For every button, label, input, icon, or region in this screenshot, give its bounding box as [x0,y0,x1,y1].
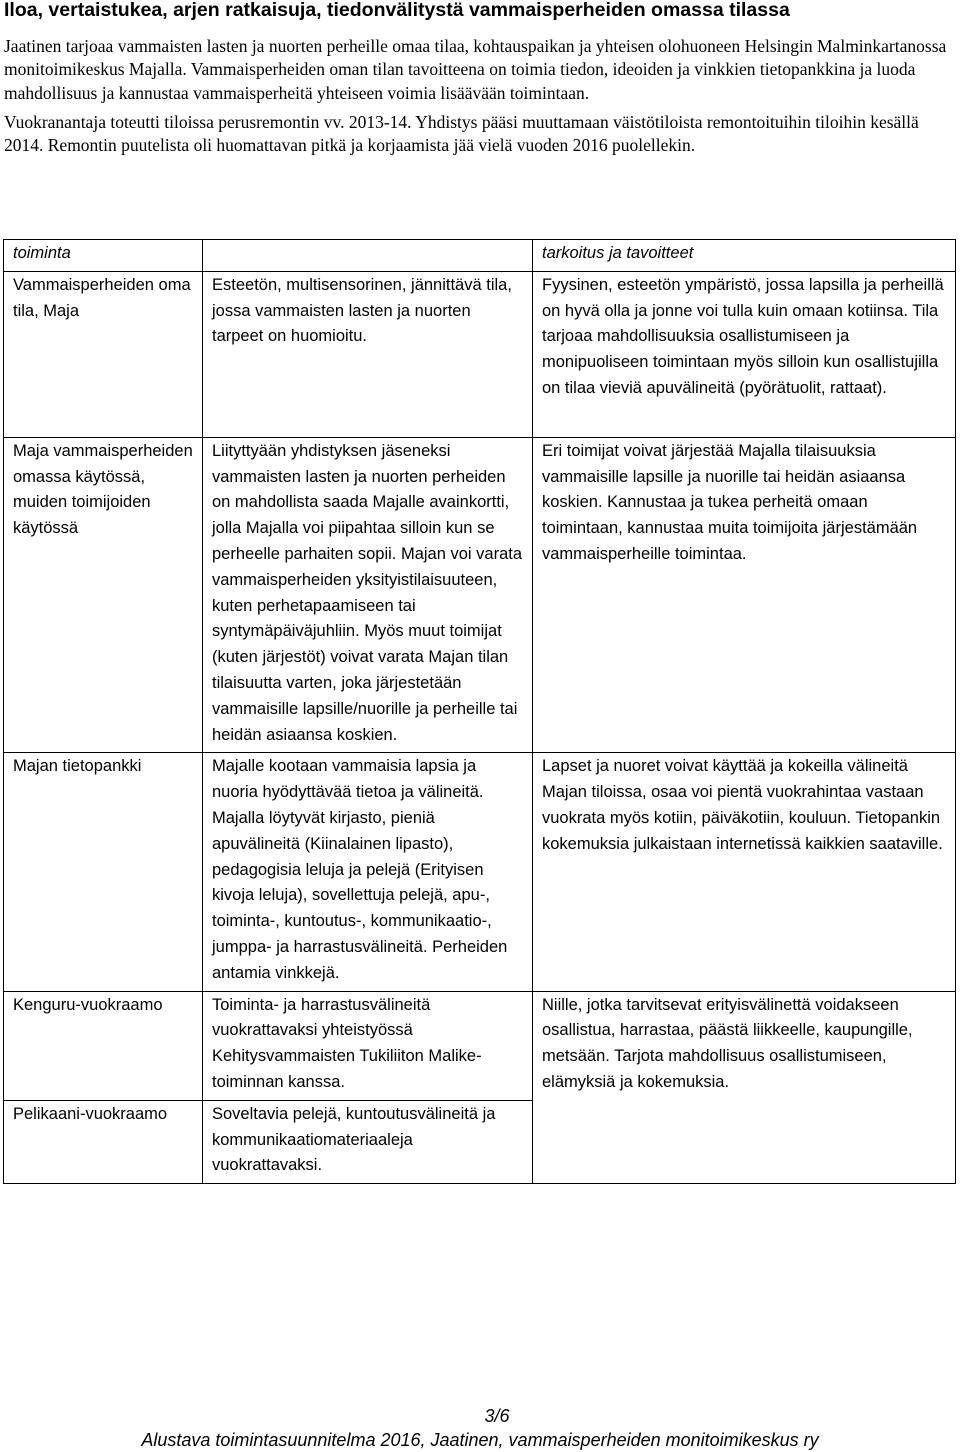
intro-text [4,35,958,157]
footer-text: Alustava toimintasuunnitelma 2016, Jaatinen, vammaisperheiden monitoimikeskus ry [141,1430,819,1450]
table-row [4,753,956,991]
activity-cell: Kenguru-vuokraamo [4,991,203,1100]
activities-table [3,239,956,1184]
section-heading: Iloa, vertaistukea, arjen ratkaisuja, tiedonvälitystä vammaisperheiden omassa tilassa [4,0,790,21]
page-footer [0,1404,960,1452]
goals-cell: Fyysinen, esteetön ympäristö, jossa lapsilla ja perheillä on hyvä olla ja jonne voi tulla kuin omaan kotiinsa. Tila tarjoaa mahdollisuuksia osallistumiseen ja monipuoliseen toimintaan myös silloin kun osallistujilla on tilaa vieviä apuvälineitä (pyörätuolit, rattaat). [533,271,956,437]
intro-paragraph-2: Vuokranantaja toteutti tiloissa perusremontin vv. 2013-14. Yhdistys pääsi muuttamaan väistötiloista remontoituihin tiloihin kesällä 2014. Remontin puutelista oli huomattavan pitkä ja korjaamista jää vielä vuoden 2016 puolellekin. [4,111,919,156]
activity-cell: Vammaisperheiden oma tila, Maja [4,271,203,437]
header-activity: toiminta [4,240,203,272]
header-description [203,240,533,272]
description-cell: Majalle kootaan vammaisia lapsia ja nuoria hyödyttävää tietoa ja välineitä. Majalla löytyvät kirjasto, pieniä apuvälineitä (Kiinalainen lipasto), pedagogisia leluja ja pelejä (Erityisen kivoja leluja), sovellettuja pelejä, apu-, toiminta-, kuntoutus-, kommunikaatio-, jumppa- ja harrastusvälineitä. Perheiden antamia vinkkejä. [203,753,533,991]
description-cell: Soveltavia pelejä, kuntoutusvälineitä ja kommunikaatiomateriaaleja vuokrattavaksi. [203,1100,533,1183]
activity-cell: Maja vammaisperheiden omassa käytössä, muiden toimijoiden käytössä [4,437,203,753]
table-row [4,991,956,1100]
description-cell: Toiminta- ja harrastusvälineitä vuokrattavaksi yhteistyössä Kehitysvammaisten Tukiliiton Malike-toiminnan kanssa. [203,991,533,1100]
intro-paragraph-1: Jaatinen tarjoaa vammaisten lasten ja nuorten perheille omaa tilaa, kohtauspaikan ja yhteisen olohuoneen Helsingin Malminkartanossa monitoimikeskus Majalla. Vammaisperheiden oman tilan tavoitteena on toimia tiedon, ideoiden ja vinkkien tietopankkina ja luoda mahdollisuus ja kannustaa vammaisperheitä yhteiseen voimia lisäävään toimintaan. [4,36,947,103]
table-row [4,437,956,753]
goals-cell: Lapset ja nuoret voivat käyttää ja kokeilla välineitä Majan tiloissa, osaa voi pientä vuokrahintaa vastaan vuokrata myös kotiin, päiväkotiin, kouluun. Tietopankin kokemuksia julkaistaan internetissä kaikkien saataville. [533,753,956,991]
activity-cell: Majan tietopankki [4,753,203,991]
table-row [4,271,956,437]
goals-cell: Niille, jotka tarvitsevat erityisvälinettä voidakseen osallistua, harrastaa, päästä liikkeelle, kaupungille, metsään. Tarjota mahdollisuus osallistumiseen, elämyksiä ja kokemuksia. [533,991,956,1184]
description-cell: Liityttyään yhdistyksen jäseneksi vammaisten lasten ja nuorten perheiden on mahdollista saada Majalle avainkortti, jolla Majalla voi piipahtaa silloin kun se perheelle parhaiten sopii. Majan voi varata vammaisperheiden yksityistilaisuuteen, kuten perhetapaamiseen tai syntymäpäiväjuhliin. Myös muut toimijat (kuten järjestöt) voivat varata Majan tilan tilaisuutta varten, joka järjestetään vammaisille lapsille/nuorille ja perheille tai heidän asiaansa koskien. [203,437,533,753]
page-number: 3/6 [484,1406,510,1426]
goals-cell: Eri toimijat voivat järjestää Majalla tilaisuuksia vammaisille lapsille ja nuorille tai heidän asiaansa koskien. Kannustaa ja tukea perheitä omaan toimintaan, kannustaa muita toimijoita järjestämään vammaisperheille toimintaa. [533,437,956,753]
description-cell: Esteetön, multisensorinen, jännittävä tila, jossa vammaisten lasten ja nuorten tarpeet on huomioitu. [203,271,533,437]
activity-cell: Pelikaani-vuokraamo [4,1100,203,1183]
header-goals: tarkoitus ja tavoitteet [533,240,956,272]
table-header-row [4,240,956,272]
